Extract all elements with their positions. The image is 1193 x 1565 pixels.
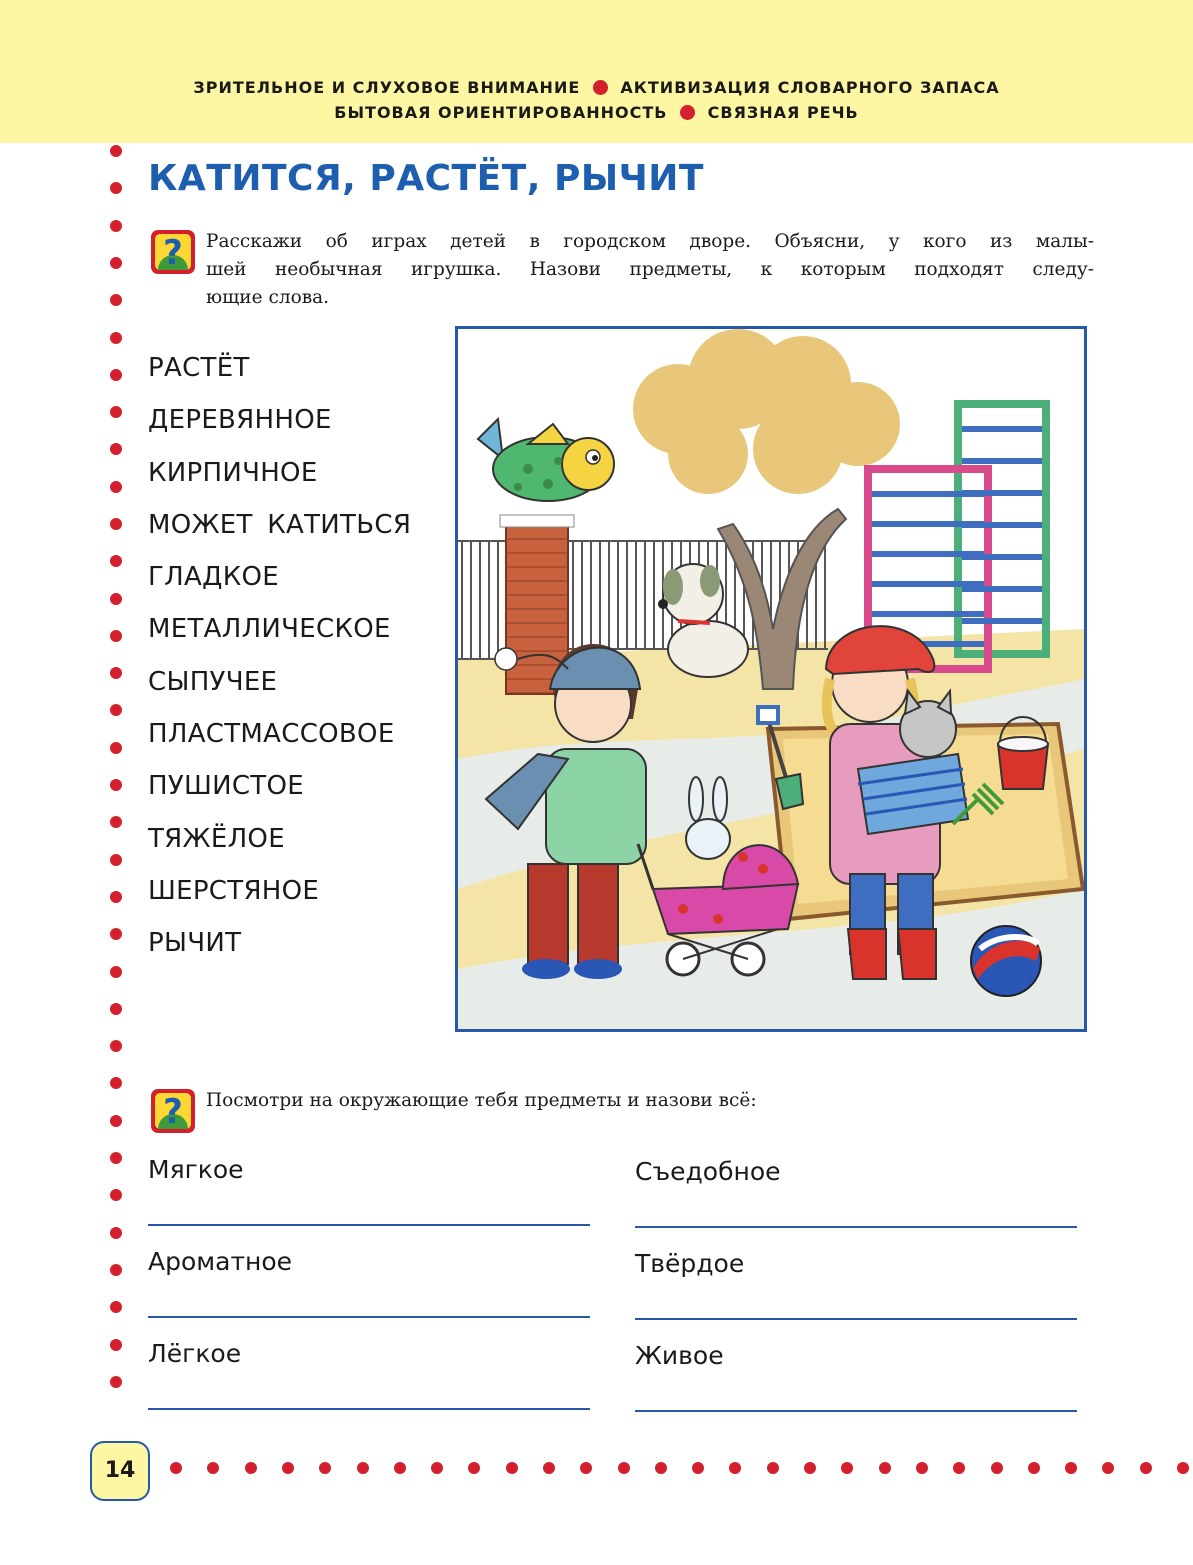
border-dot bbox=[110, 928, 122, 940]
header-topic: АКТИВИЗАЦИЯ СЛОВАРНОГО ЗАПАСА bbox=[620, 78, 1000, 97]
border-dot bbox=[991, 1462, 1003, 1474]
border-dot bbox=[319, 1462, 331, 1474]
border-dot bbox=[110, 1301, 122, 1313]
word-item bbox=[148, 760, 411, 812]
border-dot bbox=[804, 1462, 816, 1474]
word-item bbox=[148, 708, 411, 760]
answer-line-alive[interactable] bbox=[635, 1410, 1077, 1412]
word-item bbox=[148, 551, 411, 603]
border-dot bbox=[110, 816, 122, 828]
header-topic: ЗРИТЕЛЬНОЕ И СЛУХОВОЕ ВНИМАНИЕ bbox=[193, 78, 581, 97]
border-dot bbox=[110, 406, 122, 418]
border-dot bbox=[110, 257, 122, 269]
border-dot bbox=[110, 443, 122, 455]
border-dot bbox=[110, 555, 122, 567]
field-label-soft: Мягкое bbox=[148, 1155, 244, 1184]
border-dot bbox=[916, 1462, 928, 1474]
answer-line-hard[interactable] bbox=[635, 1318, 1077, 1320]
header-line-2 bbox=[0, 103, 1193, 122]
field-label-alive: Живое bbox=[635, 1341, 724, 1370]
border-dot bbox=[110, 966, 122, 978]
word-item bbox=[148, 499, 411, 551]
word-item bbox=[148, 394, 411, 446]
field-label-fragrant: Ароматное bbox=[148, 1247, 293, 1276]
word-list bbox=[148, 342, 411, 970]
border-dot bbox=[170, 1462, 182, 1474]
word-text: МЕТАЛЛИЧЕСКОЕ bbox=[148, 614, 391, 645]
border-dot bbox=[110, 220, 122, 232]
border-dot bbox=[879, 1462, 891, 1474]
border-dot bbox=[110, 1040, 122, 1052]
border-dot bbox=[110, 667, 122, 679]
word-item bbox=[148, 603, 411, 655]
field-label-edible: Съедобное bbox=[635, 1157, 781, 1186]
border-dot bbox=[767, 1462, 779, 1474]
answer-line-edible[interactable] bbox=[635, 1226, 1077, 1228]
header-topic: СВЯЗНАЯ РЕЧЬ bbox=[707, 103, 859, 122]
field-label-light: Лёгкое bbox=[148, 1339, 242, 1368]
word-text: ДЕРЕВЯННОЕ bbox=[148, 405, 332, 436]
border-dot bbox=[110, 1003, 122, 1015]
bullet-dot-icon bbox=[680, 105, 695, 120]
bullet-dot-icon bbox=[593, 80, 608, 95]
border-dot bbox=[110, 854, 122, 866]
answer-line-light[interactable] bbox=[148, 1408, 590, 1410]
playground-illustration bbox=[455, 326, 1087, 1032]
ball bbox=[971, 926, 1041, 996]
border-dot bbox=[110, 1264, 122, 1276]
border-dot bbox=[110, 1189, 122, 1201]
border-dot bbox=[1102, 1462, 1114, 1474]
border-dot bbox=[580, 1462, 592, 1474]
word-item bbox=[148, 656, 411, 708]
border-dot bbox=[110, 630, 122, 642]
word-text: РАСТЁТ bbox=[148, 353, 250, 383]
border-dot bbox=[110, 1077, 122, 1089]
border-dot bbox=[110, 593, 122, 605]
border-dot bbox=[110, 891, 122, 903]
word-text: ТЯЖЁЛОЕ bbox=[148, 823, 285, 854]
border-dot bbox=[245, 1462, 257, 1474]
field-label-hard: Твёрдое bbox=[635, 1249, 745, 1278]
header-topic: БЫТОВАЯ ОРИЕНТИРОВАННОСТЬ bbox=[334, 103, 668, 122]
border-dot bbox=[110, 704, 122, 716]
border-dot bbox=[110, 145, 122, 157]
word-text: РЫЧИТ bbox=[148, 928, 242, 959]
playground-scene bbox=[458, 329, 1084, 1029]
border-dot bbox=[110, 481, 122, 493]
border-dot bbox=[1140, 1462, 1152, 1474]
word-text: ПЛАСТМАССОВОЕ bbox=[148, 719, 395, 750]
border-dot bbox=[110, 332, 122, 344]
border-dot bbox=[655, 1462, 667, 1474]
border-dot bbox=[110, 182, 122, 194]
header-line-1 bbox=[0, 78, 1193, 97]
border-dot bbox=[110, 1115, 122, 1127]
border-dot bbox=[110, 1376, 122, 1388]
border-dot bbox=[282, 1462, 294, 1474]
border-dot bbox=[394, 1462, 406, 1474]
instruction-line: Расскажи об играх детей в городском дворе. Объясни, у кого из малы- bbox=[206, 231, 1094, 252]
border-dot bbox=[110, 1152, 122, 1164]
border-dot bbox=[110, 518, 122, 530]
answer-line-soft[interactable] bbox=[148, 1224, 590, 1226]
instruction-line: шей необычная игрушка. Назови предметы, к которым подходят следу- bbox=[206, 259, 1094, 280]
border-dot bbox=[110, 294, 122, 306]
border-dot bbox=[729, 1462, 741, 1474]
word-text: КИРПИЧНОЕ bbox=[148, 457, 318, 488]
border-dot bbox=[207, 1462, 219, 1474]
svg-text:?: ? bbox=[163, 233, 183, 273]
border-dot bbox=[1065, 1462, 1077, 1474]
border-dot bbox=[618, 1462, 630, 1474]
question-icon bbox=[150, 229, 196, 275]
border-dot bbox=[506, 1462, 518, 1474]
instruction-line: ющие слова. bbox=[206, 287, 330, 308]
word-text: ШЕРСТЯНОЕ bbox=[148, 875, 320, 906]
border-dot bbox=[1028, 1462, 1040, 1474]
word-text: ГЛАДКОЕ bbox=[148, 562, 279, 593]
border-dot bbox=[468, 1462, 480, 1474]
border-dot bbox=[841, 1462, 853, 1474]
border-dot bbox=[692, 1462, 704, 1474]
border-dot bbox=[543, 1462, 555, 1474]
word-item bbox=[148, 342, 411, 394]
word-text: СЫПУЧЕЕ bbox=[148, 666, 278, 697]
border-dot bbox=[357, 1462, 369, 1474]
border-dot bbox=[953, 1462, 965, 1474]
word-text: МОЖЕТ КАТИТЬСЯ bbox=[148, 509, 412, 540]
task2-instruction: Посмотри на окружающие тебя предметы и назови всё: bbox=[206, 1090, 757, 1111]
border-dot bbox=[110, 369, 122, 381]
border-dot bbox=[110, 742, 122, 754]
border-dot bbox=[431, 1462, 443, 1474]
border-dot bbox=[110, 1339, 122, 1351]
border-dot bbox=[110, 779, 122, 791]
word-text: ПУШИСТОЕ bbox=[148, 771, 304, 802]
word-item bbox=[148, 447, 411, 499]
word-item bbox=[148, 917, 411, 969]
page-number: 14 bbox=[90, 1441, 150, 1501]
border-dot bbox=[1177, 1462, 1189, 1474]
answer-line-fragrant[interactable] bbox=[148, 1316, 590, 1318]
page-title: КАТИТСЯ, РАСТЁТ, РЫЧИТ bbox=[148, 158, 704, 199]
word-item bbox=[148, 865, 411, 917]
border-dot bbox=[110, 1227, 122, 1239]
question-icon bbox=[150, 1088, 196, 1134]
word-item bbox=[148, 813, 411, 865]
svg-text:?: ? bbox=[163, 1092, 183, 1132]
